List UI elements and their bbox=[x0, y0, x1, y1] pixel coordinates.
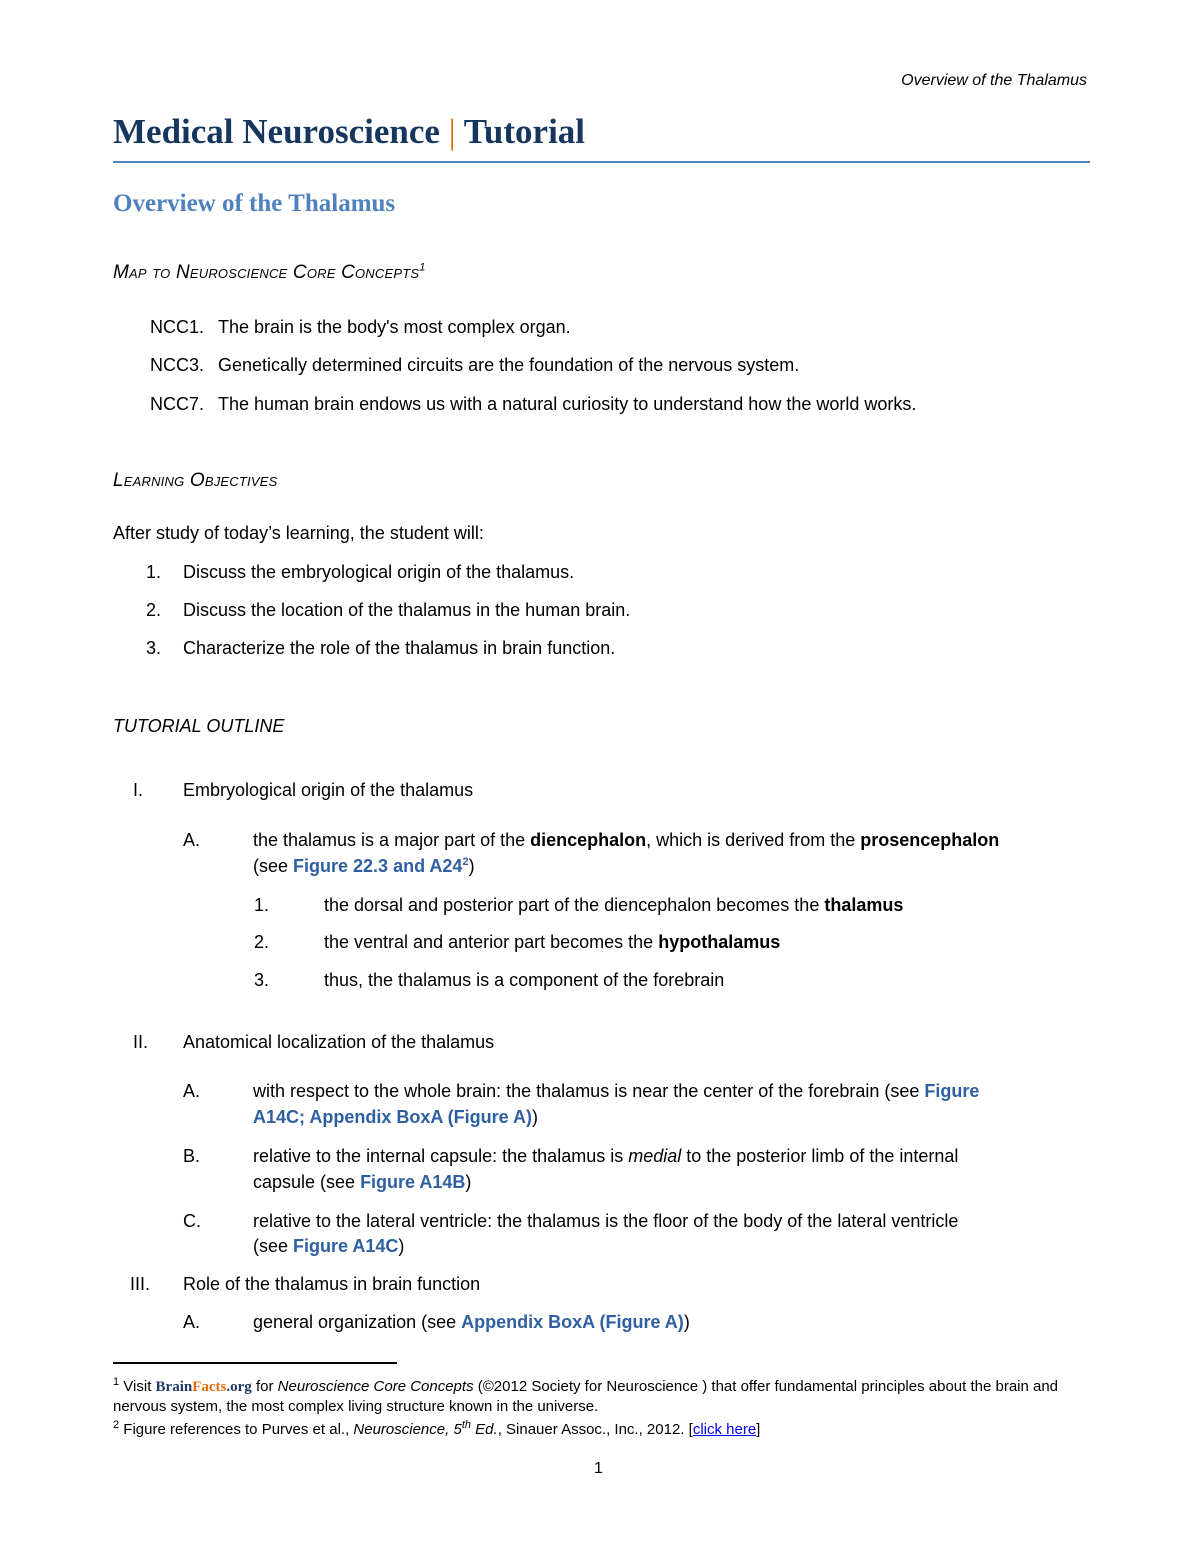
ncc-text: The brain is the body's most complex organ. bbox=[218, 317, 571, 337]
text-run: Visit bbox=[119, 1378, 156, 1395]
outline-label-IIA: A. bbox=[183, 1081, 201, 1101]
objective-text: Characterize the role of the thalamus in brain function. bbox=[183, 638, 616, 658]
objective-label: 2. bbox=[146, 600, 162, 620]
text-run: ) bbox=[468, 856, 475, 876]
brainfacts-logo-facts[interactable]: Facts bbox=[192, 1379, 227, 1395]
outline-text-I: Embryological origin of the thalamus bbox=[183, 780, 474, 800]
outline-sub-text bbox=[324, 932, 780, 953]
title-rule bbox=[113, 161, 1090, 163]
italic-term: medial bbox=[628, 1146, 682, 1166]
outline-label-I: I. bbox=[133, 780, 144, 800]
objective-label: 3. bbox=[146, 638, 162, 658]
text-run: relative to the internal capsule: the thalamus is bbox=[253, 1146, 629, 1166]
text-run: (see bbox=[253, 856, 294, 876]
outline-text-IA-line2 bbox=[253, 856, 475, 877]
title-part-1: Medical Neuroscience bbox=[113, 112, 440, 151]
text-run: ] bbox=[756, 1421, 761, 1438]
map-heading-text: Map to Neuroscience Core Concepts bbox=[113, 262, 420, 283]
outline-sub-text bbox=[324, 970, 724, 991]
objectives-heading: Learning Objectives bbox=[113, 470, 278, 491]
text-run: thus, the thalamus is a component of the forebrain bbox=[324, 970, 725, 990]
title-part-2: Tutorial bbox=[463, 112, 586, 151]
outline-label-II: II. bbox=[133, 1032, 149, 1052]
outline-text-IIA-line2 bbox=[253, 1107, 538, 1128]
outline-text-IIIA bbox=[253, 1312, 690, 1333]
footnote-ref-1[interactable]: 1 bbox=[419, 261, 426, 274]
outline-heading: TUTORIAL OUTLINE bbox=[113, 716, 285, 736]
text-run: the ventral and anterior part becomes the bbox=[324, 932, 659, 952]
page-title bbox=[113, 112, 585, 152]
outline-sub-text bbox=[324, 895, 903, 916]
ncc-label: NCC1. bbox=[150, 317, 205, 337]
running-header: Overview of the Thalamus bbox=[901, 72, 1087, 89]
outline-label-IIC: C. bbox=[183, 1211, 201, 1231]
text-run: ) bbox=[465, 1172, 472, 1192]
ncc-label: NCC7. bbox=[150, 394, 205, 414]
ncc-label: NCC3. bbox=[150, 355, 205, 375]
figure-link[interactable]: Figure bbox=[924, 1081, 980, 1101]
text-run: with respect to the whole brain: the thalamus is near the center of the forebrain (see bbox=[253, 1081, 925, 1101]
outline-label-IA: A. bbox=[183, 830, 201, 850]
footnote-1 bbox=[113, 1377, 1088, 1417]
text-run: , Sinauer Assoc., Inc., 2012. [ bbox=[497, 1421, 693, 1438]
bold-term: hypothalamus bbox=[658, 932, 781, 952]
figure-link[interactable]: A14C; Appendix BoxA (Figure A) bbox=[253, 1107, 533, 1127]
text-run: for bbox=[251, 1378, 278, 1395]
text-run: Figure references to Purves et al., bbox=[119, 1421, 354, 1438]
brainfacts-logo-brain[interactable]: Brain bbox=[155, 1379, 193, 1395]
edition-superscript: th bbox=[461, 1419, 471, 1431]
outline-text-II: Anatomical localization of the thalamus bbox=[183, 1032, 495, 1052]
italic-term: Neuroscience Core Concepts bbox=[277, 1378, 474, 1395]
objective-text: Discuss the embryological origin of the thalamus. bbox=[183, 562, 575, 582]
ncc-text: The human brain endows us with a natural curiosity to understand how the world works. bbox=[218, 394, 917, 414]
figure-link[interactable]: Figure A14B bbox=[360, 1172, 466, 1192]
footnote-number: 1 bbox=[113, 1376, 120, 1388]
page-number: 1 bbox=[594, 1460, 603, 1477]
text-run: (©2012 Society for Neuroscience ) that offer fundamental principles about the brain and nervous system, the most complex living structure known in the universe. bbox=[113, 1378, 1059, 1415]
outline-sub-label: 3. bbox=[254, 970, 270, 990]
footnote-number: 2 bbox=[113, 1419, 120, 1431]
text-run: to the posterior limb of the internal bbox=[681, 1146, 959, 1166]
page-subtitle: Overview of the Thalamus bbox=[113, 190, 396, 217]
text-run: general organization (see bbox=[253, 1312, 462, 1332]
outline-text-IIA-line1 bbox=[253, 1081, 979, 1102]
outline-text-IIB-line2 bbox=[253, 1172, 471, 1193]
text-run: ) bbox=[398, 1236, 405, 1256]
outline-text-IA-line1 bbox=[253, 830, 999, 851]
outline-text-IIB-line1 bbox=[253, 1146, 958, 1167]
text-run: , which is derived from the bbox=[646, 830, 861, 850]
figure-link[interactable]: Appendix BoxA (Figure A) bbox=[461, 1312, 684, 1332]
italic-term: Ed. bbox=[471, 1421, 498, 1438]
brainfacts-logo-org[interactable]: .org bbox=[226, 1379, 252, 1395]
objectives-intro: After study of today’s learning, the student will: bbox=[113, 523, 484, 543]
footnote-separator bbox=[113, 1362, 397, 1364]
outline-text-IIC-line2 bbox=[253, 1236, 404, 1257]
ncc-text: Genetically determined circuits are the foundation of the nervous system. bbox=[218, 355, 800, 375]
bold-term: thalamus bbox=[824, 895, 904, 915]
outline-text-IIC-line1: relative to the lateral ventricle: the thalamus is the floor of the body of the lateral ventricle bbox=[253, 1211, 959, 1231]
objective-text: Discuss the location of the thalamus in the human brain. bbox=[183, 600, 631, 620]
objective-label: 1. bbox=[146, 562, 162, 582]
figure-link[interactable]: Figure A14C bbox=[293, 1236, 399, 1256]
italic-term: Neuroscience, 5 bbox=[353, 1421, 462, 1438]
text-run: the thalamus is a major part of the bbox=[253, 830, 531, 850]
text-run: (see bbox=[253, 1236, 294, 1256]
outline-sub-label: 1. bbox=[254, 895, 270, 915]
text-run: ) bbox=[532, 1107, 539, 1127]
bold-term: prosencephalon bbox=[860, 830, 1000, 850]
map-heading bbox=[113, 262, 426, 284]
text-run: capsule (see bbox=[253, 1172, 361, 1192]
bold-term: diencephalon bbox=[530, 830, 647, 850]
outline-label-IIB: B. bbox=[183, 1146, 201, 1166]
footnote-ref-2[interactable]: 2 bbox=[462, 856, 469, 868]
figure-link[interactable]: Figure 22.3 and A24 bbox=[293, 856, 463, 876]
outline-sub-label: 2. bbox=[254, 932, 270, 952]
text-run: ) bbox=[683, 1312, 690, 1332]
text-run: the dorsal and posterior part of the diencephalon becomes the bbox=[324, 895, 825, 915]
footnote-2 bbox=[113, 1420, 1088, 1440]
outline-label-III: III. bbox=[130, 1274, 151, 1294]
click-here-link[interactable]: click here bbox=[692, 1421, 757, 1438]
title-separator: | bbox=[448, 112, 456, 151]
outline-text-III: Role of the thalamus in brain function bbox=[183, 1274, 481, 1294]
outline-label-IIIA: A. bbox=[183, 1312, 201, 1332]
